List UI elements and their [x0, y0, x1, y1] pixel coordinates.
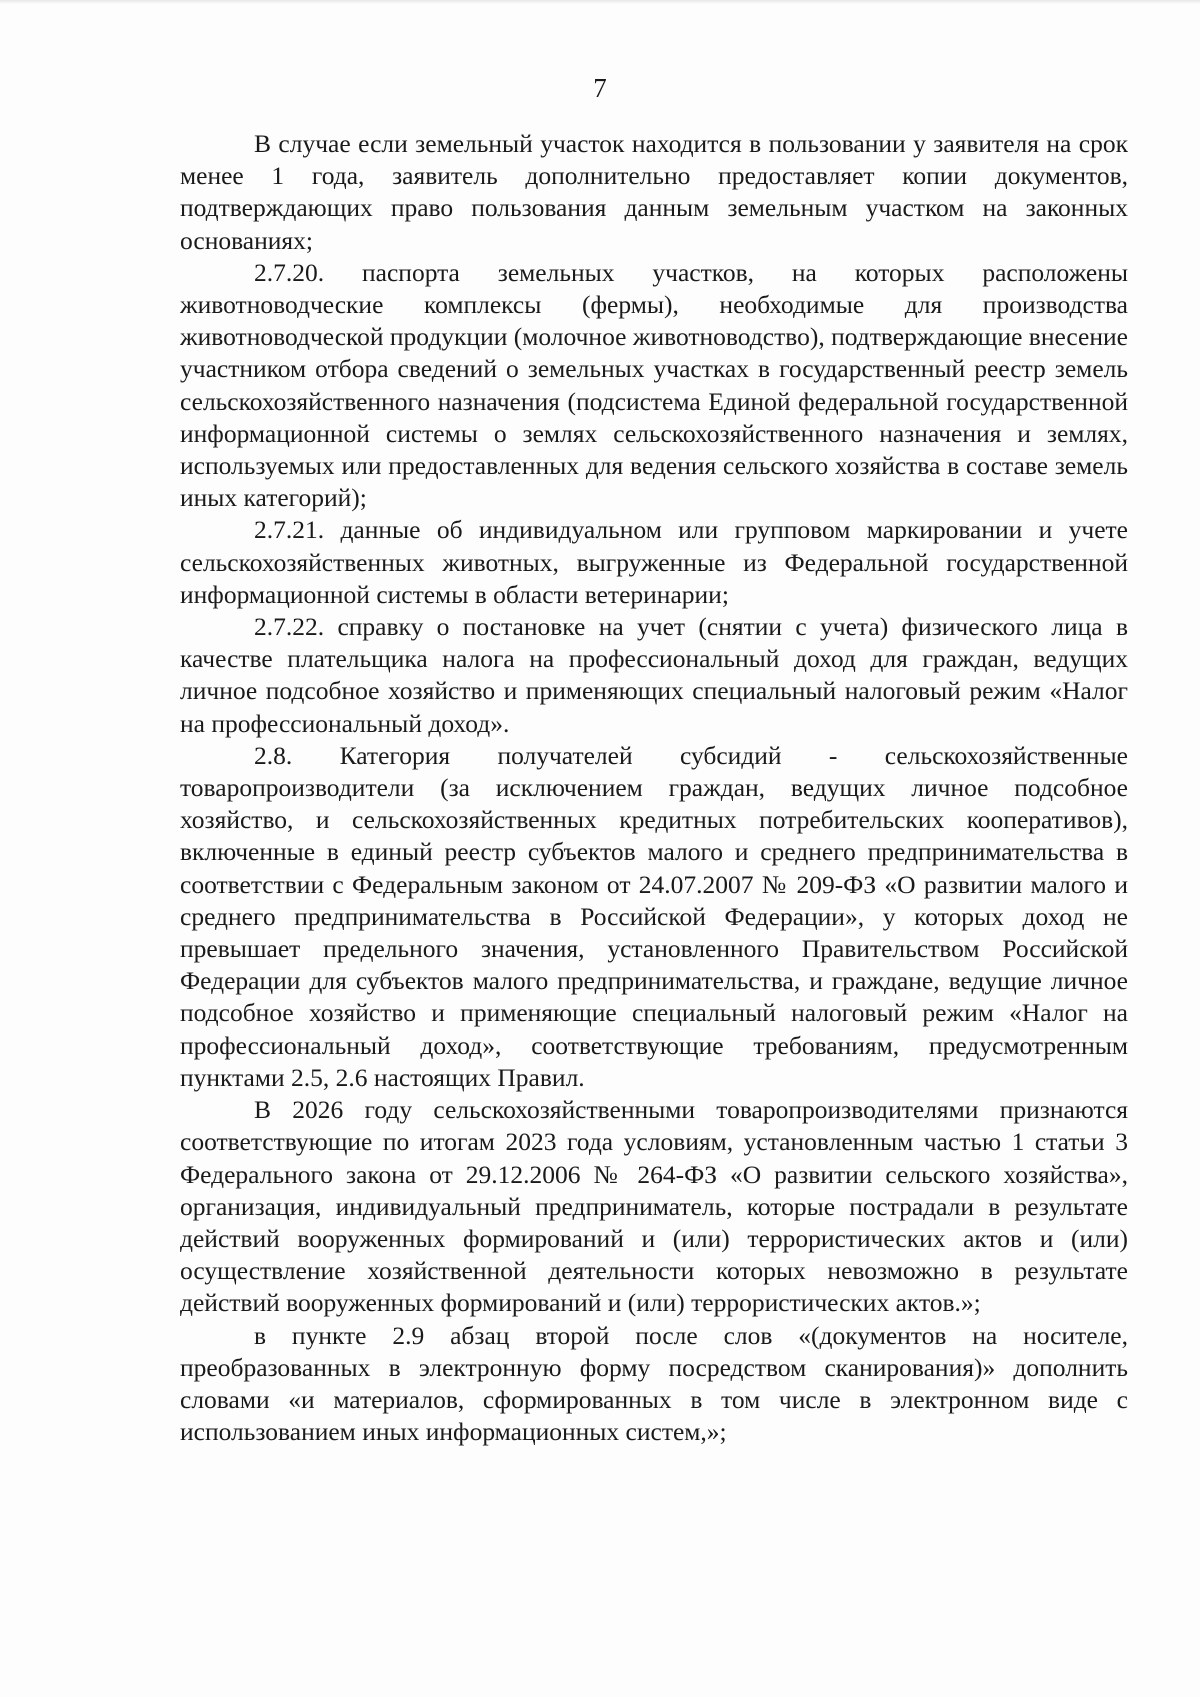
document-body: [180, 128, 1128, 1448]
scan-edge: [0, 0, 1200, 4]
paragraph-2-8: 2.8. Категория получателей субсидий - сельскохозяйственные товаропроизводители (за исключением граждан, ведущих личное подсобное хозяйство, и сельскохозяйственных кредитных потребительских кооперативов), включенные в единый реестр субъектов малого и среднего предпринимательства в соответствии с Федеральным законом от 24.07.2007 № 209-ФЗ «О развитии малого и среднего предпринимательства в Российской Федерации», у которых доход не превышает предельного значения, установленного Правительством Российской Федерации для субъектов малого предпринимательства, и граждане, ведущие личное подсобное хозяйство и применяющие специальный налоговый режим «Налог на профессиональный доход», соответствующие требованиям, предусмотренным пунктами 2.5, 2.6 настоящих Правил.: [180, 740, 1128, 1092]
paragraph-2-7-22: 2.7.22. справку о постановке на учет (снятии с учета) физического лица в качестве плательщика налога на профессиональный доход для граждан, ведущих личное подсобное хозяйство и применяющих специальный налоговый режим «Налог на профессиональный доход».: [180, 612, 1128, 738]
paragraph-land-use-term: В случае если земельный участок находится в пользовании у заявителя на срок менее 1 года, заявитель дополнительно предоставляет копии документов, подтверждающих право пользования данным земельным участком на законных основаниях;: [180, 129, 1128, 255]
page-number: 7: [593, 73, 607, 103]
paragraph-2-7-21: 2.7.21. данные об индивидуальном или групповом маркировании и учете сельскохозяйственных животных, выгруженные из Федеральной государственной информационной системы в области ветеринарии;: [180, 515, 1128, 609]
paragraph-2026-producers: В 2026 году сельскохозяйственными товаропроизводителями признаются соответствующие по итогам 2023 года условиям, установленным частью 1 статьи 3 Федерального закона от 29.12.2006 № 264-ФЗ «О развитии сельского хозяйства», организация, индивидуальный предприниматель, которые пострадали в результате действий вооруженных формирований и (или) террористических актов и (или) осуществление хозяйственной деятельности которых невозможно в результате действий вооруженных формирований и (или) террористических актов.»;: [180, 1095, 1128, 1318]
paragraph-2-7-20: 2.7.20. паспорта земельных участков, на которых расположены животноводческие комплексы (фермы), необходимые для производства животноводческой продукции (молочное животноводство), подтверждающие внесение участником отбора сведений о земельных участках в государственный реестр земель сельскохозяйственного назначения (подсистема Единой федеральной государственной информационной системы о землях сельскохозяйственного назначения и землях, используемых или предоставленных для ведения сельского хозяйства в составе земель иных категорий);: [180, 257, 1128, 513]
paragraph-2-9-amendment: в пункте 2.9 абзац второй после слов «(документов на носителе, преобразованных в электронную форму посредством сканирования)» дополнить словами «и материалов, сформированных в том числе в электронном виде с использованием иных информационных систем,»;: [180, 1320, 1128, 1447]
